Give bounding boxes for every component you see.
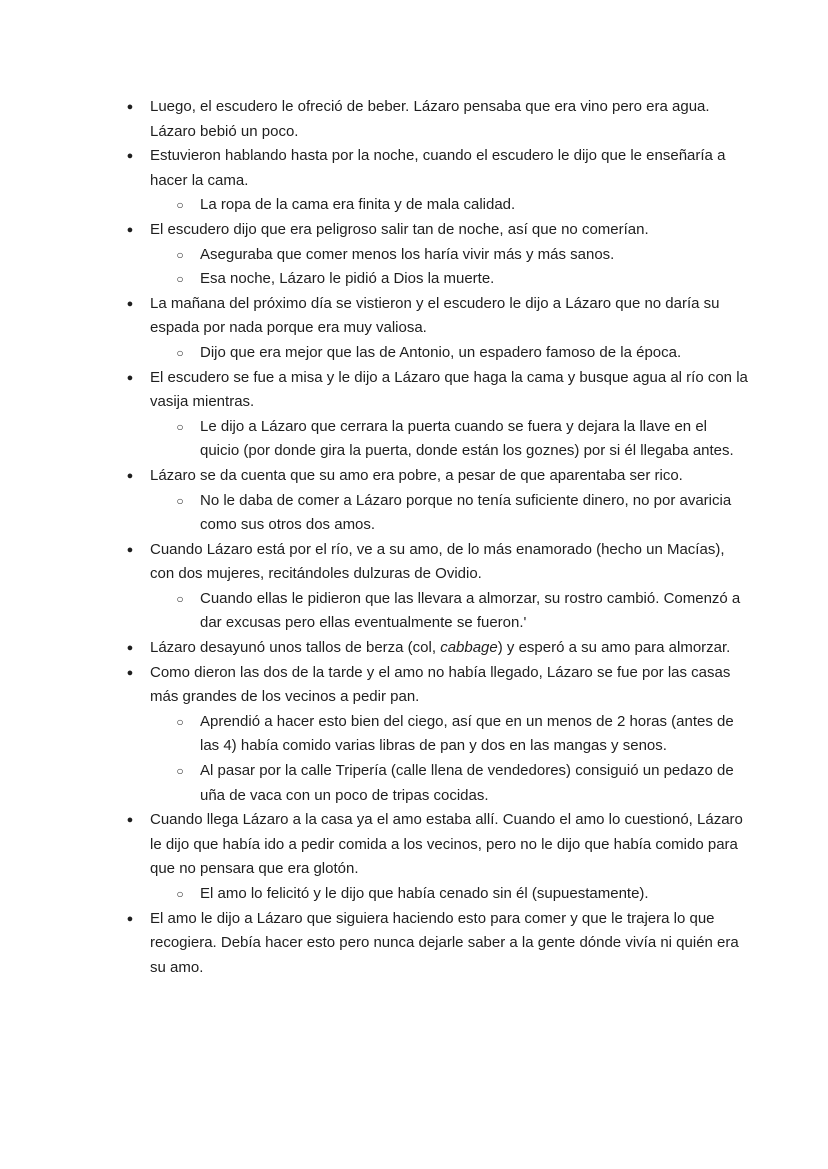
circle-bullet-icon: ○ <box>176 247 184 262</box>
list-item-text <box>150 636 748 661</box>
list-item <box>0 661 748 809</box>
bullet-icon: ● <box>126 814 134 827</box>
list-item <box>0 144 748 218</box>
circle-bullet-icon: ○ <box>176 764 184 779</box>
bullet-icon: ● <box>126 543 134 556</box>
list-item-text: Cuando llega Lázaro a la casa ya el amo estaba allí. Cuando el amo lo cuestionó, Lázaro le dijo que había ido a pedir comida a los vecinos, pero no le dijo que había comido para que no pensara que era glotón. <box>150 811 743 878</box>
list-item-text: Luego, el escudero le ofreció de beber. Lázaro pensaba que era vino pero era agua. Lázaro bebió un poco. <box>150 98 710 140</box>
sub-list-item <box>150 882 748 907</box>
list-item <box>0 538 748 636</box>
sub-list-item <box>150 489 748 538</box>
sub-list-item <box>150 587 748 636</box>
sub-list-item-text: Dijo que era mejor que las de Antonio, un espadero famoso de la época. <box>200 343 682 361</box>
list-item <box>0 218 748 292</box>
list-item-text: Como dieron las dos de la tarde y el amo no había llegado, Lázaro se fue por las casas más grandes de los vecinos a pedir pan. <box>150 663 731 706</box>
bullet-list <box>0 95 748 980</box>
bullet-icon: ● <box>126 469 134 482</box>
circle-bullet-icon: ○ <box>176 591 184 606</box>
bullet-icon: ● <box>126 101 134 113</box>
bullet-icon: ● <box>126 371 134 384</box>
sub-list-item-text: Aseguraba que comer menos los haría vivir más y más sanos. <box>200 245 615 263</box>
sub-list <box>150 710 748 808</box>
list-item-text: El escudero se fue a misa y le dijo a Lázaro que haga la cama y busque agua al río con la vasija mientras. <box>150 368 748 411</box>
sub-list <box>150 415 748 464</box>
list-item-text: El amo le dijo a Lázaro que siguiera haciendo esto para comer y que le trajera lo que recogiera. Debía hacer esto pero nunca dejarle saber a la gente dónde vivía ni quién era su amo. <box>150 909 739 976</box>
list-item-text: El escudero dijo que era peligroso salir tan de noche, así que no comerían. <box>150 220 649 238</box>
sub-list-item-text: Cuando ellas le pidieron que las llevara a almorzar, su rostro cambió. Comenzó a dar excusas pero ellas eventualmente se fueron.' <box>200 589 741 632</box>
text-segment: Lázaro desayunó unos tallos de berza (col, <box>150 639 441 657</box>
sub-list <box>150 587 748 636</box>
circle-bullet-icon: ○ <box>176 419 184 434</box>
list-item <box>0 636 748 661</box>
sub-list-item <box>150 193 748 218</box>
bullet-icon: ● <box>126 642 134 655</box>
sub-list-item <box>150 341 748 366</box>
sub-list-item-text: Al pasar por la calle Tripería (calle llena de vendedores) consiguió un pedazo de uña de vaca con un poco de tripas cocidas. <box>200 762 734 804</box>
list-item <box>0 292 748 366</box>
sub-list <box>150 341 748 366</box>
sub-list-item-text: Esa noche, Lázaro le pidió a Dios la muerte. <box>200 270 495 288</box>
bullet-icon: ● <box>126 297 134 310</box>
sub-list <box>150 882 748 907</box>
list-item <box>0 95 748 144</box>
sub-list-item-text: El amo lo felicitó y le dijo que había cenado sin él (supuestamente). <box>200 885 649 902</box>
circle-bullet-icon: ○ <box>176 198 184 213</box>
list-item <box>0 366 748 464</box>
sub-list-item <box>150 759 748 808</box>
circle-bullet-icon: ○ <box>176 345 184 360</box>
sub-list-item-text: No le daba de comer a Lázaro porque no tenía suficiente dinero, no por avaricia como sus otros dos amos. <box>200 491 732 534</box>
sub-list-item <box>150 243 748 268</box>
circle-bullet-icon: ○ <box>176 493 184 508</box>
sub-list-item-text: Le dijo a Lázaro que cerrara la puerta cuando se fuera y dejara la llave en el quicio (por donde gira la puerta, donde están los goznes) por si él llegaba antes. <box>200 417 734 460</box>
sub-list <box>150 193 748 218</box>
list-item-text: Estuvieron hablando hasta por la noche, cuando el escudero le dijo que le enseñaría a hacer la cama. <box>150 147 726 189</box>
circle-bullet-icon: ○ <box>176 714 184 729</box>
list-item-text: Lázaro se da cuenta que su amo era pobre, a pesar de que aparentaba ser rico. <box>150 466 683 484</box>
sub-list <box>150 489 748 538</box>
text-segment: ) y esperó a su amo para almorzar. <box>497 639 731 657</box>
list-item <box>0 464 748 538</box>
list-item-text: Cuando Lázaro está por el río, ve a su amo, de lo más enamorado (hecho un Macías), con dos mujeres, recitándoles dulzuras de Ovidio. <box>150 540 725 583</box>
bullet-icon: ● <box>126 223 134 236</box>
bullet-icon: ● <box>126 666 134 679</box>
bullet-icon: ● <box>126 912 134 925</box>
sub-list-item <box>150 267 748 292</box>
circle-bullet-icon: ○ <box>176 887 184 901</box>
list-item-text: La mañana del próximo día se vistieron y el escudero le dijo a Lázaro que no daría su espada por nada porque era muy valiosa. <box>150 294 720 337</box>
sub-list <box>150 243 748 292</box>
sub-list-item <box>150 415 748 464</box>
list-item <box>0 808 748 906</box>
circle-bullet-icon: ○ <box>176 272 184 287</box>
sub-list-item-text: La ropa de la cama era finita y de mala calidad. <box>200 196 516 214</box>
list-item <box>0 907 748 981</box>
sub-list-item <box>150 710 748 759</box>
italic-word: cabbage <box>440 639 498 657</box>
sub-list-item-text: Aprendió a hacer esto bien del ciego, así que en un menos de 2 horas (antes de las 4) había comido varias libras de pan y dos en las mangas y senos. <box>200 712 734 755</box>
bullet-icon: ● <box>126 150 134 163</box>
